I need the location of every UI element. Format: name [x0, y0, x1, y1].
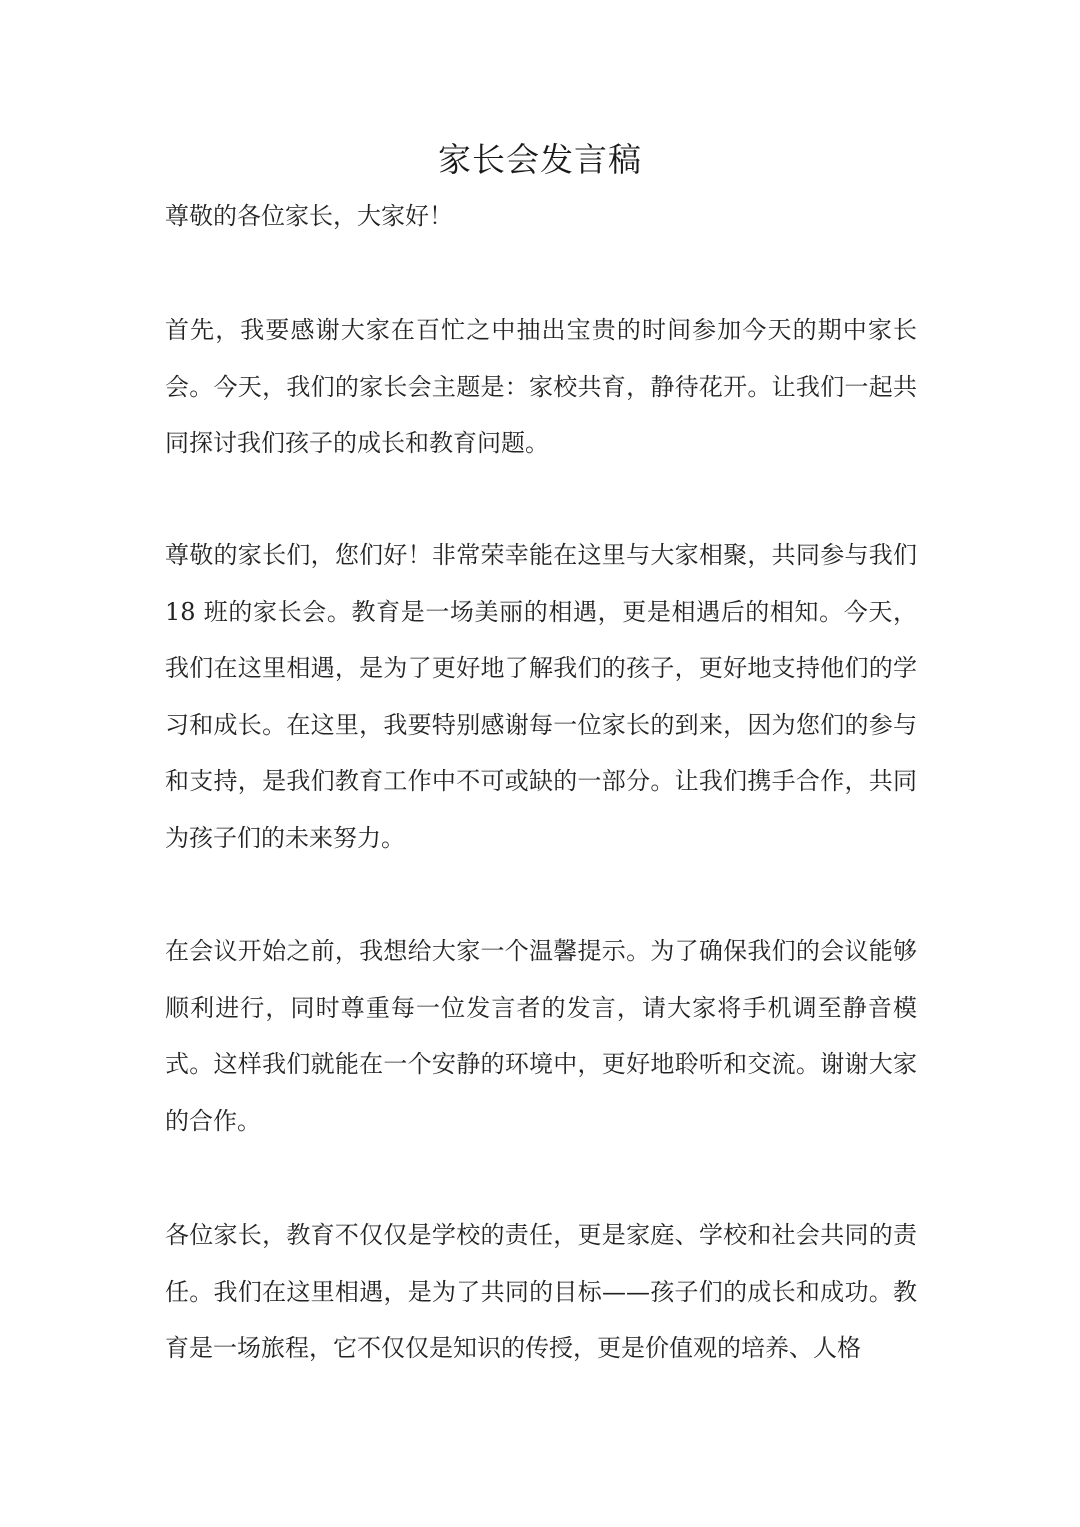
paragraph-1: 首先，我要感谢大家在百忙之中抽出宝贵的时间参加今天的期中家长会。今天，我们的家长会主题是：家校共育，静待花开。让我们一起共同探讨我们孩子的成长和教育问题。: [165, 316, 917, 457]
paragraph-3: 在会议开始之前，我想给大家一个温馨提示。为了确保我们的会议能够顺利进行，同时尊重每一位发言者的发言，请大家将手机调至静音模式。这样我们就能在一个安静的环境中，更好地聆听和交流。谢谢大家的合作。: [165, 937, 917, 1135]
greeting-line: 尊敬的各位家长，大家好！: [165, 202, 453, 230]
paragraph-4: 各位家长，教育不仅仅是学校的责任，更是家庭、学校和社会共同的责任。我们在这里相遇，是为了共同的目标——孩子们的成长和成功。教育是一场旅程，它不仅仅是知识的传授，更是价值观的培养、人格: [165, 1221, 917, 1362]
paragraph-2: 尊敬的家长们，您们好！非常荣幸能在这里与大家相聚，共同参与我们 18 班的家长会。教育是一场美丽的相遇，更是相遇后的相知。今天，我们在这里相遇，是为了更好地了解我们的孩子，更好地支持他们的学习和成长。在这里，我要特别感谢每一位家长的到来，因为您们的参与和支持，是我们教育工作中不可或缺的一部分。让我们携手合作，共同为孩子们的未来努力。: [165, 541, 917, 852]
document-title: 家长会发言稿: [438, 140, 642, 179]
